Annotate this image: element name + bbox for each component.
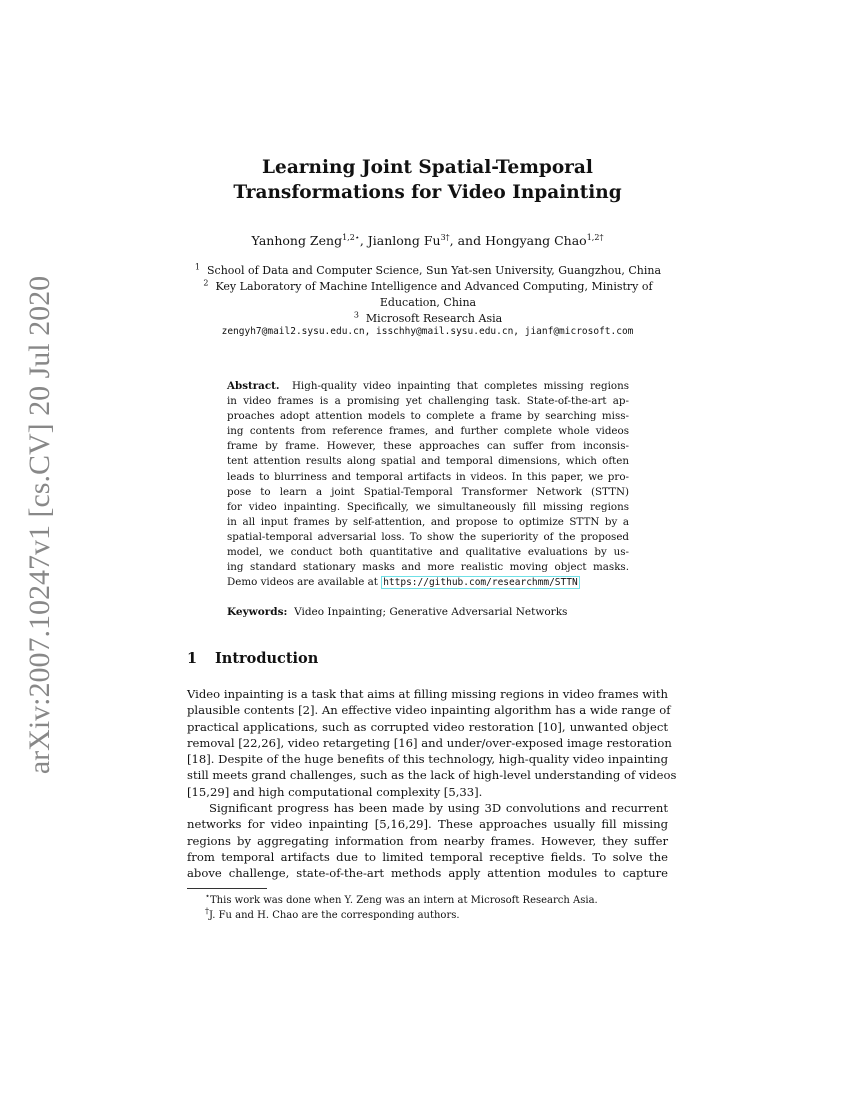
- abstract-line: pose to learn a joint Spatial-Temporal Transformer Network (STTN): [227, 485, 629, 498]
- demo-url-link[interactable]: https://github.com/researchmm/STTN: [383, 577, 578, 589]
- abstract-text: Demo videos are available at: [227, 576, 378, 589]
- keywords-label: Keywords:: [227, 606, 288, 618]
- author-list: [150, 233, 705, 248]
- affiliation: [178, 279, 678, 295]
- affiliations: [178, 263, 678, 327]
- affiliation-text: School of Data and Computer Science, Sun Yat-sen University, Guangzhou, China: [207, 264, 662, 277]
- abstract-line: in all input frames by self-attention, and propose to optimize STTN by a: [227, 515, 629, 528]
- abstract-line: frame by frame. However, these approaches can suffer from inconsis-: [227, 440, 629, 453]
- body-line: [15,29] and high computational complexity [5,33].: [187, 784, 483, 799]
- body-line: plausible contents [2]. An effective video inpainting algorithm has a wide range of: [187, 703, 671, 718]
- footnote: [205, 908, 675, 923]
- body-line: above challenge, state-of-the-art methods apply attention modules to capture: [187, 866, 668, 881]
- abstract-line: for video inpainting. Specifically, we simultaneously fill missing regions: [227, 500, 629, 513]
- abstract-line: model, we conduct both quantitative and qualitative evaluations by us-: [227, 546, 629, 559]
- keywords: [227, 606, 629, 618]
- abstract: [227, 379, 629, 590]
- body-line: Significant progress has been made by using 3D convolutions and recurrent: [209, 801, 668, 816]
- paper-title: [150, 155, 705, 205]
- body-line: still meets grand challenges, such as the lack of high-level understanding of videos: [187, 768, 677, 783]
- author-affil-mark: 1,2†: [586, 232, 604, 242]
- footnote-text: J. Fu and H. Chao are the corresponding authors.: [209, 910, 460, 921]
- abstract-line: leads to blurriness and temporal artifacts in videos. In this paper, we pro-: [227, 470, 629, 483]
- author-separator: , and: [449, 233, 486, 248]
- author-name: Yanhong Zeng: [251, 233, 343, 248]
- body-line: removal [22,26], video retargeting [16] and under/over-exposed image restoration: [187, 735, 672, 750]
- author-name: Hongyang Chao: [485, 233, 587, 248]
- affiliation-text: Education, China: [379, 296, 477, 309]
- author-affil-mark: 1,2⋆: [342, 232, 360, 242]
- abstract-line: proaches adopt attention models to complete a frame by searching miss-: [227, 410, 629, 423]
- section-heading: [187, 650, 318, 667]
- affiliation-number: 3: [353, 310, 359, 320]
- keywords-text: Video Inpainting; Generative Adversarial Networks: [294, 606, 568, 618]
- abstract-line: in video frames is a promising yet challenging task. State-of-the-art ap-: [227, 395, 629, 408]
- affiliation-text: Key Laboratory of Machine Intelligence and Advanced Computing, Ministry of: [215, 280, 653, 293]
- body-line: regions by aggregating information from nearby frames. However, they suffer: [187, 833, 668, 848]
- affiliation-text: Microsoft Research Asia: [365, 312, 503, 325]
- abstract-line: ing standard stationary masks and more realistic moving object masks.: [227, 561, 629, 574]
- author-name: Jianlong Fu: [367, 233, 441, 248]
- footnote-mark: †: [205, 906, 209, 916]
- abstract-line: [227, 379, 629, 394]
- arxiv-watermark: [15, 275, 65, 775]
- body-line: networks for video inpainting [5,16,29]. These approaches usually fill missing: [187, 817, 668, 832]
- body-line: practical applications, such as corrupted video restoration [10], unwanted object: [187, 719, 668, 734]
- title-line: Learning Joint Spatial-Temporal: [262, 157, 593, 178]
- introduction-body: [187, 686, 677, 882]
- affiliation: [178, 263, 678, 279]
- affiliation-number: 2: [203, 278, 209, 288]
- abstract-line: spatial-temporal adversarial loss. To show the superiority of the proposed: [227, 530, 629, 543]
- body-line: from temporal artifacts due to limited temporal receptive fields. To solve the: [187, 849, 668, 864]
- section-number: 1: [187, 650, 198, 667]
- footnotes: [205, 893, 675, 923]
- footnote-rule: [187, 888, 267, 889]
- body-line: [18]. Despite of the huge benefits of this technology, high-quality video inpainting: [187, 752, 668, 767]
- body-line: Video inpainting is a task that aims at filling missing regions in video frames with: [187, 687, 668, 701]
- arxiv-id: arXiv:2007.10247v1 [cs.CV] 20 Jul 2020: [23, 275, 57, 775]
- title-line: Transformations for Video Inpainting: [233, 182, 622, 203]
- author-emails: zengyh7@mail2.sysu.edu.cn, isschhy@mail.sysu.edu.cn, jianf@microsoft.com: [221, 326, 634, 337]
- author-separator: ,: [359, 233, 368, 248]
- section-title: Introduction: [215, 650, 319, 667]
- abstract-line: [227, 575, 629, 590]
- abstract-line: ing contents from reference frames, and further complete whole videos: [227, 425, 629, 438]
- abstract-label: Abstract.: [227, 380, 280, 392]
- abstract-line: tent attention results along spatial and temporal dimensions, which often: [227, 455, 629, 468]
- author-affil-mark: 3†: [440, 232, 450, 242]
- affiliation-number: 1: [194, 262, 201, 272]
- footnote-text: This work was done when Y. Zeng was an intern at Microsoft Research Asia.: [210, 895, 598, 906]
- affiliation: [178, 311, 678, 327]
- abstract-text: High-quality video inpainting that completes missing regions: [291, 380, 629, 392]
- footnote-mark: ⋆: [205, 891, 211, 901]
- footnote: [205, 893, 675, 908]
